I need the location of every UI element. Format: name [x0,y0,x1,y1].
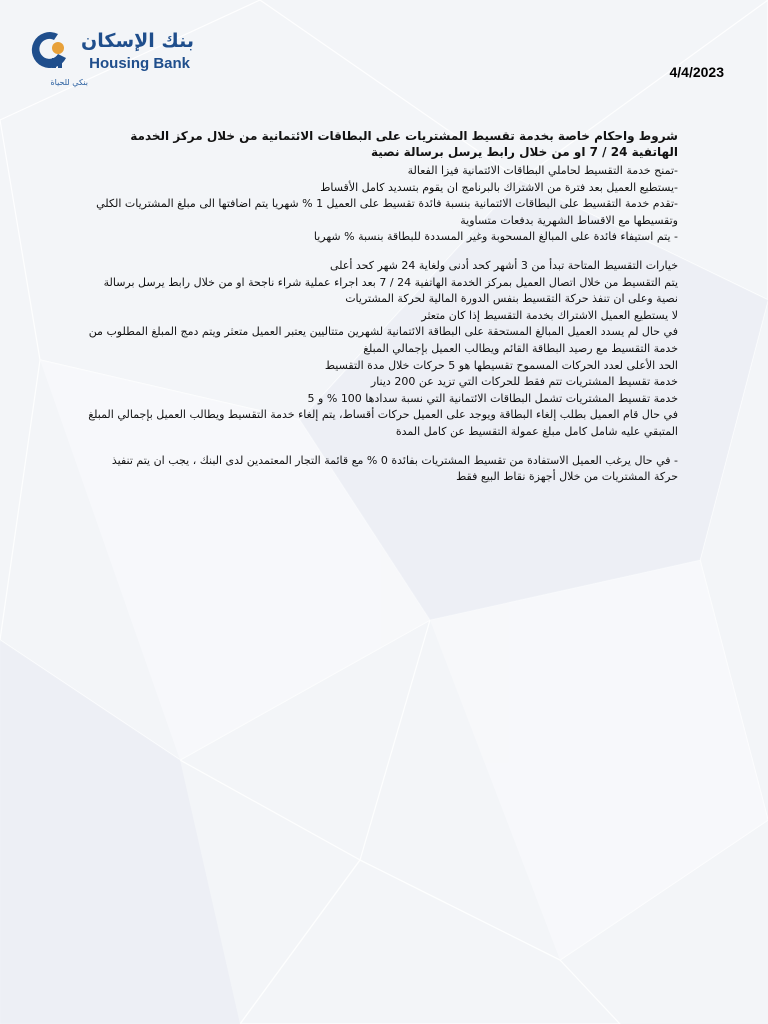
terms-line: - في حال يرغب العميل الاستفادة من تقسيط المشتريات بفائدة 0 % مع قائمة التجار المعتمدين لدى البنك ، يجب ان يتم تنفيذ حركة المشتريات من خلال أجهزة نقاط البيع فقط [111,453,678,484]
terms-line: خدمة تقسيط المشتريات تتم فقط للحركات التي تزيد عن 200 دينار [370,375,678,389]
document-body [88,128,678,486]
terms-line: لا يستطيع العميل الاشتراك بخدمة التقسيط إذا كان متعثر [421,308,678,322]
housing-bank-logo-icon [28,28,72,72]
terms-line: خيارات التقسيط المتاحة تبدأ من 3 أشهر كحد أدنى ولغاية 24 شهر كحد أعلى [329,258,678,272]
document-title: شروط واحكام خاصة بخدمة تقسيط المشتريات على البطاقات الائتمانية من خلال مركز الخدمة الهاتفية 24 / 7 او من خلال رابط يرسل برسالة نصية [130,129,678,159]
terms-line: يتم التقسيط من خلال اتصال العميل بمركز الخدمة الهاتفية 24 / 7 بعد اجراء عملية شراء ناجحة او من خلال رابط يرسل برسالة نصية وعلى ان تنفذ حركة التقسيط بنفس الدورة المالية لحركة المشتريات [103,275,678,306]
terms-line: خدمة تقسيط المشتريات تشمل البطاقات الائتمانية التي نسبة سدادها 100 % و 5 [307,391,678,405]
housing-bank-logo [28,28,194,98]
terms-line: -يستطيع العميل بعد فترة من الاشتراك بالبرنامج ان يقوم بتسديد كامل الأقساط [320,180,678,194]
terms-line: في حال قام العميل بطلب إلغاء البطاقة ويوجد على العميل حركات أقساط، يتم إلغاء خدمة التقسيط ويطالب العميل بإجمالي المبلغ المتبقي عليه شامل كامل مبلغ عمولة التقسيط عن كامل المدة [88,408,678,438]
logo-arabic-name: بنك الإسكان [81,30,194,52]
terms-line: في حال لم يسدد العميل المبالغ المستحقة على البطاقة الائتمانية لشهرين متتاليين يعتبر العميل متعثر ويتم دمج المبلغ المطلوب من خدمة التقسيط مع رصيد البطاقة القائم ويطالب العميل بإجمالي المبلغ [88,325,678,355]
terms-line: - يتم استيفاء فائدة على المبالغ المسحوبة وغير المسددة للبطاقة بنسبة % شهريا [313,230,678,244]
terms-line: -تمنح خدمة التقسيط لحاملي البطاقات الائتمانية فيزا الفعالة [407,164,678,177]
terms-line: -تقدم خدمة التقسيط على البطاقات الائتمانية بنسبة فائدة تقسيط على العميل 1 % شهريا يتم اضافتها الى مبلغ المشتريات الكلي وتقسيطها مع الاقساط الشهرية بدفعات متساوية [96,197,678,227]
logo-english-name: Housing Bank [89,55,190,72]
logo-tagline: بنكي للحياة [50,78,88,87]
document-date: 4/4/2023 [669,64,724,80]
terms-line: الحد الأعلى لعدد الحركات المسموح تقسيطها هو 5 حركات خلال مدة التقسيط [324,358,678,372]
